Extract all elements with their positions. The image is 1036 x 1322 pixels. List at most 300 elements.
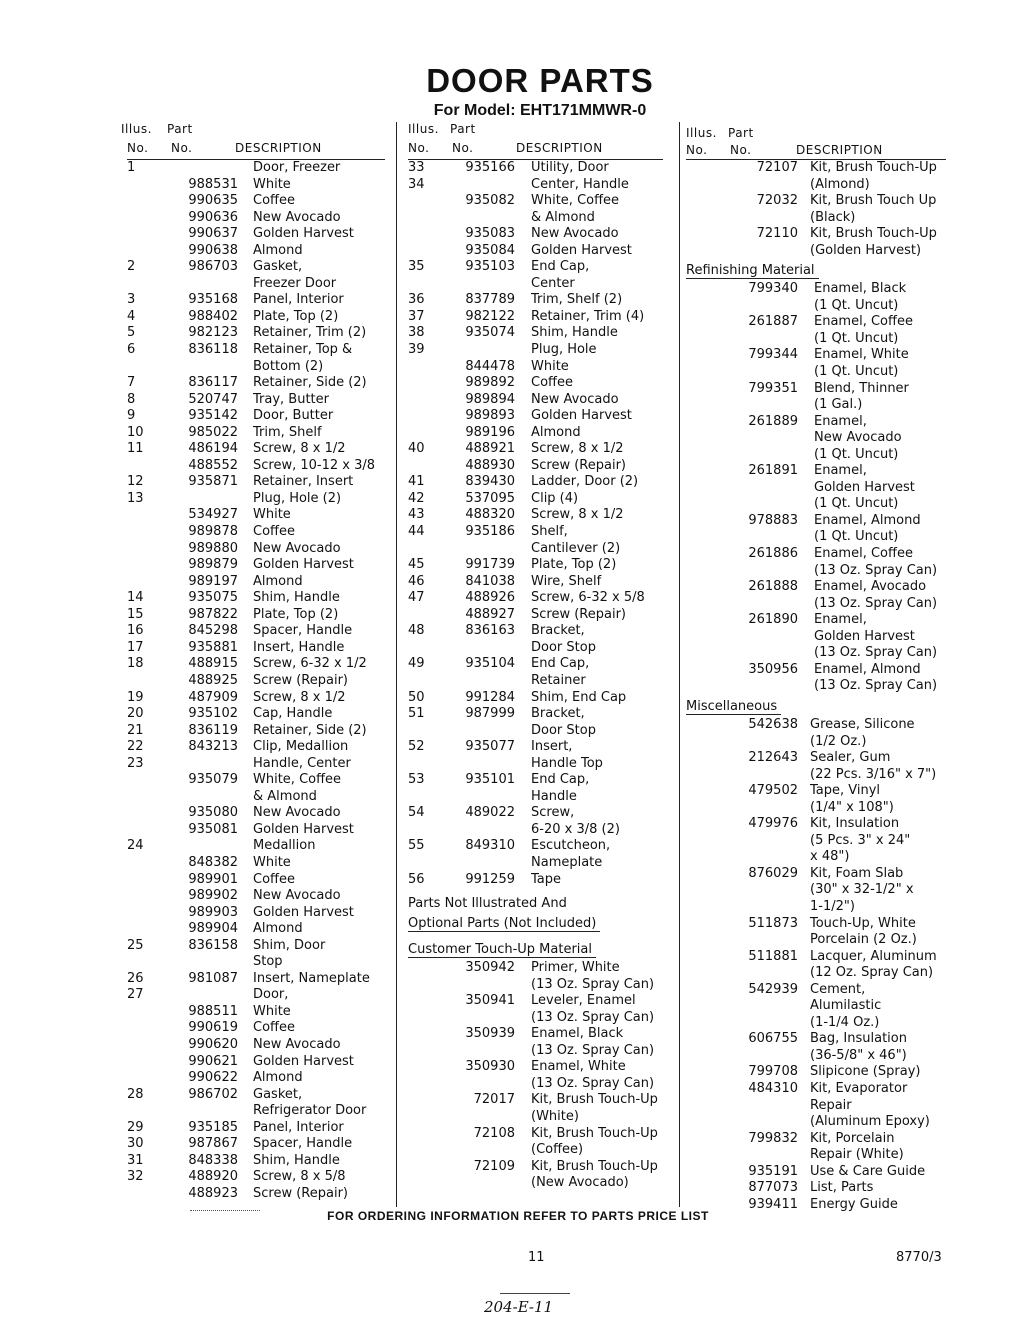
- part-header: Part: [167, 122, 193, 136]
- part-description: Ladder, Door (2): [531, 474, 639, 490]
- table-row: [127, 507, 385, 524]
- table-row: [686, 529, 946, 546]
- part-number: 212643: [748, 750, 798, 766]
- part-description: Golden Harvest: [814, 479, 915, 495]
- table-row: [127, 557, 385, 574]
- table-row: [408, 359, 663, 376]
- table-row: [127, 706, 385, 723]
- part-description: New Avocado: [814, 430, 902, 446]
- table-row: [686, 866, 946, 883]
- part-number: 520747: [188, 391, 238, 407]
- part-number: 261886: [748, 546, 798, 562]
- part-number: 989879: [188, 557, 238, 573]
- table-row: [686, 899, 946, 916]
- table-row: [127, 590, 385, 607]
- table-row: [408, 408, 663, 425]
- part-description: Door, Butter: [253, 408, 334, 424]
- part-number: 72108: [473, 1125, 515, 1141]
- part-number: 350942: [465, 960, 515, 976]
- part-description: Shim, Door: [253, 937, 326, 953]
- table-row: [127, 1186, 385, 1203]
- description-header: DESCRIPTION: [516, 141, 603, 155]
- model-subtitle: For Model: EHT171MMWR-0: [433, 102, 647, 119]
- illus-number: 29: [127, 1119, 144, 1135]
- illus-number: 41: [408, 474, 425, 490]
- part-description: (13 Oz. Spray Can): [814, 562, 938, 578]
- part-description: Alumilastic: [810, 998, 882, 1014]
- table-row: [686, 1031, 946, 1048]
- part-description: White: [253, 854, 291, 870]
- illus-number: 3: [127, 292, 136, 308]
- part-description: Enamel,: [814, 413, 867, 429]
- illus-number: 18: [127, 656, 144, 672]
- part-description: (1 Gal.): [814, 397, 863, 413]
- table-row: [408, 342, 663, 359]
- illus-number: 38: [408, 325, 425, 341]
- table-row: [408, 160, 663, 177]
- part-description: Coffee: [253, 1020, 295, 1036]
- illus-number: 49: [408, 656, 425, 672]
- part-description: & Almond: [253, 788, 317, 804]
- table-row: [686, 177, 946, 194]
- table-row: [127, 177, 385, 194]
- illus-number: 37: [408, 308, 425, 324]
- part-description: (1 Qt. Uncut): [814, 297, 899, 313]
- part-number: 72032: [756, 193, 798, 209]
- part-description: Screw (Repair): [253, 1185, 348, 1201]
- table-row: [686, 193, 946, 210]
- table-row: [127, 921, 385, 938]
- illus-number: 53: [408, 772, 425, 788]
- part-number: 350956: [748, 661, 798, 677]
- table-row: [127, 408, 385, 425]
- part-description: Insert, Nameplate: [253, 970, 370, 986]
- part-description: New Avocado: [531, 391, 619, 407]
- table-row: [127, 541, 385, 558]
- table-row: [686, 160, 946, 177]
- part-number: 988531: [188, 176, 238, 192]
- table-row: [408, 524, 663, 541]
- part-description: Enamel, White: [531, 1059, 626, 1075]
- illus-no-header: No.: [408, 141, 430, 155]
- part-number: 989901: [188, 871, 238, 887]
- table-row: [127, 1169, 385, 1186]
- table-row: [686, 1048, 946, 1065]
- part-description: End Cap,: [531, 656, 590, 672]
- part-description: (1 Qt. Uncut): [814, 330, 899, 346]
- handwritten-rule: [500, 1293, 570, 1294]
- part-number: 935142: [188, 408, 238, 424]
- table-row: [408, 574, 663, 591]
- part-description: Kit, Brush Touch-Up: [531, 1158, 658, 1174]
- part-number: 939411: [748, 1196, 798, 1212]
- part-description: Sealer, Gum: [810, 750, 891, 766]
- table-row: [408, 872, 663, 889]
- part-number: 935079: [188, 772, 238, 788]
- table-row: [686, 347, 946, 364]
- part-number: 989902: [188, 888, 238, 904]
- table-row: [127, 938, 385, 955]
- illus-number: 14: [127, 590, 144, 606]
- illus-number: 2: [127, 259, 136, 275]
- part-description: Kit, Brush Touch-Up: [810, 226, 937, 242]
- table-row: [408, 441, 663, 458]
- illus-number: 42: [408, 490, 425, 506]
- column-header: [686, 122, 946, 160]
- table-row: [686, 998, 946, 1015]
- table-row: [686, 916, 946, 933]
- parts-column-2: [408, 122, 663, 1192]
- part-description: Bracket,: [531, 623, 585, 639]
- table-row: [686, 882, 946, 899]
- table-row: [127, 491, 385, 508]
- table-row: [127, 1004, 385, 1021]
- table-row: [127, 1153, 385, 1170]
- column-divider: [679, 122, 680, 1207]
- illus-number: 5: [127, 325, 136, 341]
- part-description: Gasket,: [253, 1086, 303, 1102]
- part-number: 350930: [465, 1059, 515, 1075]
- part-number: 985022: [188, 424, 238, 440]
- part-number: 261890: [748, 612, 798, 628]
- table-row: [127, 160, 385, 177]
- part-description: Plate, Top (2): [253, 606, 339, 622]
- part-number: 843213: [188, 739, 238, 755]
- part-number: 836117: [188, 375, 238, 391]
- table-row: [408, 425, 663, 442]
- illus-number: 51: [408, 706, 425, 722]
- illus-number: 19: [127, 689, 144, 705]
- table-row: [686, 932, 946, 949]
- part-description: Golden Harvest: [531, 408, 632, 424]
- table-row: [127, 656, 385, 673]
- table-row: [408, 309, 663, 326]
- part-description: Handle: [531, 788, 577, 804]
- table-row: [686, 480, 946, 497]
- illus-no-header: No.: [127, 141, 149, 155]
- parts-list: [686, 160, 946, 259]
- table-row: [686, 645, 946, 662]
- table-row: [408, 640, 663, 657]
- part-description: Enamel, Black: [531, 1026, 624, 1042]
- table-row: [127, 905, 385, 922]
- part-description: Coffee: [531, 375, 573, 391]
- part-description: White: [253, 507, 291, 523]
- part-no-header: No.: [171, 141, 193, 155]
- part-description: Cement,: [810, 981, 866, 997]
- part-description: Retainer, Trim (4): [531, 308, 645, 324]
- table-row: [127, 723, 385, 740]
- table-row: [127, 1120, 385, 1137]
- part-description: (1/4" x 108"): [810, 799, 894, 815]
- illus-number: 12: [127, 474, 144, 490]
- part-description: Handle, Center: [253, 755, 351, 771]
- part-description: Screw, 6-32 x 1/2: [253, 656, 367, 672]
- part-description: End Cap,: [531, 772, 590, 788]
- table-row: [127, 772, 385, 789]
- part-description: Plate, Top (2): [531, 557, 617, 573]
- table-row: [686, 717, 946, 734]
- table-row: [686, 1081, 946, 1098]
- part-number: 986702: [188, 1086, 238, 1102]
- illus-number: 21: [127, 722, 144, 738]
- illus-header: Illus.: [686, 126, 717, 140]
- illus-number: 27: [127, 987, 144, 1003]
- illus-number: 34: [408, 176, 425, 192]
- part-number: 534927: [188, 507, 238, 523]
- table-row: [127, 789, 385, 806]
- table-row: [408, 276, 663, 293]
- part-description: (1 Qt. Uncut): [814, 529, 899, 545]
- illus-number: 17: [127, 639, 144, 655]
- part-description: (New Avocado): [531, 1175, 629, 1191]
- table-row: [127, 1037, 385, 1054]
- table-row: [408, 177, 663, 194]
- table-row: [408, 392, 663, 409]
- part-description: Utility, Door: [531, 160, 609, 175]
- part-description: Coffee: [253, 871, 295, 887]
- part-number: 987867: [188, 1136, 238, 1152]
- table-row: [127, 1070, 385, 1087]
- table-row: [127, 226, 385, 243]
- table-row: [408, 1126, 663, 1143]
- table-row: [127, 1020, 385, 1037]
- part-description: Enamel,: [814, 612, 867, 628]
- part-description: White: [253, 1003, 291, 1019]
- table-row: [127, 673, 385, 690]
- part-description: End Cap,: [531, 259, 590, 275]
- part-description: Enamel, Coffee: [814, 546, 913, 562]
- part-number: 841038: [465, 573, 515, 589]
- part-description: Door Stop: [531, 639, 596, 655]
- part-description: White: [253, 176, 291, 192]
- table-row: [408, 789, 663, 806]
- table-row: [686, 849, 946, 866]
- part-description: (1 Qt. Uncut): [814, 364, 899, 380]
- table-row: [686, 298, 946, 315]
- table-row: [408, 805, 663, 822]
- table-row: [686, 816, 946, 833]
- part-description: (Almond): [810, 176, 870, 192]
- table-row: [408, 772, 663, 789]
- part-number: 487909: [188, 689, 238, 705]
- part-number: 989196: [465, 424, 515, 440]
- part-number: 799351: [748, 380, 798, 396]
- part-description: Screw (Repair): [531, 606, 626, 622]
- part-number: 935168: [188, 292, 238, 308]
- part-number: 261891: [748, 463, 798, 479]
- part-description: Trim, Shelf: [253, 424, 322, 440]
- illus-number: 13: [127, 490, 144, 506]
- part-number: 935104: [465, 656, 515, 672]
- table-row: [408, 977, 663, 994]
- table-row: [686, 546, 946, 563]
- part-description: Grease, Silicone: [810, 716, 915, 732]
- part-description: Cap, Handle: [253, 706, 333, 722]
- table-row: [127, 690, 385, 707]
- part-number: 837789: [465, 292, 515, 308]
- part-number: 991739: [465, 557, 515, 573]
- part-number: 799708: [748, 1064, 798, 1080]
- illus-number: 39: [408, 342, 425, 358]
- table-row: [127, 623, 385, 640]
- part-description: Enamel, Almond: [814, 661, 921, 677]
- table-row: [686, 563, 946, 580]
- table-row: [686, 496, 946, 513]
- part-description: & Almond: [531, 209, 595, 225]
- illus-no-header: No.: [686, 143, 708, 157]
- table-row: [408, 607, 663, 624]
- part-description: Trim, Shelf (2): [531, 292, 623, 308]
- table-row: [686, 734, 946, 751]
- table-row: [127, 574, 385, 591]
- part-number: 989903: [188, 904, 238, 920]
- table-row: [686, 1131, 946, 1148]
- part-number: 350939: [465, 1026, 515, 1042]
- table-row: [686, 612, 946, 629]
- part-description: New Avocado: [253, 805, 341, 821]
- table-row: [408, 491, 663, 508]
- part-description: Insert,: [531, 739, 573, 755]
- table-row: [686, 397, 946, 414]
- part-description: Retainer, Trim (2): [253, 325, 367, 341]
- table-row: [686, 364, 946, 381]
- description-header: DESCRIPTION: [235, 141, 322, 155]
- table-row: [127, 259, 385, 276]
- illus-number: 15: [127, 606, 144, 622]
- part-number: 72110: [756, 226, 798, 242]
- illus-number: 44: [408, 524, 425, 540]
- part-number: 990636: [188, 209, 238, 225]
- table-row: [408, 557, 663, 574]
- part-description: Golden Harvest: [253, 557, 354, 573]
- part-description: Shelf,: [531, 524, 568, 540]
- table-row: [686, 1015, 946, 1032]
- part-description: Kit, Porcelain: [810, 1130, 895, 1146]
- handwritten-note: 204-E-11: [484, 1298, 554, 1316]
- part-description: (1-1/4 Oz.): [810, 1014, 880, 1030]
- part-number: 350941: [465, 993, 515, 1009]
- table-row: [408, 1026, 663, 1043]
- part-description: Kit, Evaporator: [810, 1080, 908, 1096]
- part-number: 988402: [188, 308, 238, 324]
- parts-list: [127, 160, 385, 1202]
- parts-list: [408, 160, 663, 888]
- part-description: Medallion: [253, 838, 316, 854]
- table-row: [686, 381, 946, 398]
- part-number: 982122: [465, 308, 515, 324]
- table-row: [127, 276, 385, 293]
- illus-number: 55: [408, 838, 425, 854]
- table-row: [127, 392, 385, 409]
- part-number: 935186: [465, 524, 515, 540]
- part-description: Screw, 6-32 x 5/8: [531, 590, 645, 606]
- part-number: 981087: [188, 970, 238, 986]
- part-description: Golden Harvest: [253, 226, 354, 242]
- part-description: (1 Qt. Uncut): [814, 446, 899, 462]
- part-description: Center: [531, 275, 575, 291]
- part-number: 982123: [188, 325, 238, 341]
- page-title: DOOR PARTS: [426, 62, 654, 99]
- table-row: [127, 210, 385, 227]
- part-description: (13 Oz. Spray Can): [814, 678, 938, 694]
- table-row: [686, 414, 946, 431]
- part-description: Bag, Insulation: [810, 1031, 907, 1047]
- illus-number: 31: [127, 1152, 144, 1168]
- part-description: Insert, Handle: [253, 639, 345, 655]
- table-row: [408, 541, 663, 558]
- document-number: 8770/3: [896, 1250, 942, 1265]
- part-number: 935081: [188, 821, 238, 837]
- part-description: Coffee: [253, 524, 295, 540]
- part-number: 935080: [188, 805, 238, 821]
- refinishing-list: [686, 281, 946, 695]
- table-row: [686, 596, 946, 613]
- part-description: Leveler, Enamel: [531, 993, 636, 1009]
- part-number: 935881: [188, 639, 238, 655]
- page-number: 11: [528, 1250, 545, 1265]
- part-description: (Black): [810, 209, 856, 225]
- table-row: [686, 226, 946, 243]
- part-number: 935077: [465, 739, 515, 755]
- part-description: New Avocado: [253, 209, 341, 225]
- part-number: 488915: [188, 656, 238, 672]
- part-description: Almond: [253, 1070, 303, 1086]
- part-description: Clip, Medallion: [253, 739, 349, 755]
- table-row: [686, 629, 946, 646]
- table-row: [686, 1180, 946, 1197]
- part-description: Screw, 8 x 1/2: [253, 441, 346, 457]
- table-row: [408, 838, 663, 855]
- part-description: Handle Top: [531, 755, 603, 771]
- part-number: 989893: [465, 408, 515, 424]
- part-description: Enamel, Coffee: [814, 314, 913, 330]
- table-row: [127, 359, 385, 376]
- part-number: 987999: [465, 706, 515, 722]
- table-row: [686, 949, 946, 966]
- part-number: 990620: [188, 1036, 238, 1052]
- part-description: Enamel, White: [814, 347, 909, 363]
- part-header: Part: [450, 122, 476, 136]
- part-description: Tape, Vinyl: [810, 783, 881, 799]
- part-description: Kit, Brush Touch Up: [810, 193, 937, 209]
- table-row: [686, 833, 946, 850]
- table-row: [408, 656, 663, 673]
- part-description: (13 Oz. Spray Can): [531, 1009, 655, 1025]
- table-row: [127, 193, 385, 210]
- part-description: (Golden Harvest): [810, 242, 922, 258]
- part-number: 542939: [748, 981, 798, 997]
- table-row: [127, 524, 385, 541]
- illus-number: 35: [408, 259, 425, 275]
- table-row: [408, 375, 663, 392]
- table-row: [408, 193, 663, 210]
- part-number: 990621: [188, 1053, 238, 1069]
- table-row: [127, 954, 385, 971]
- illus-number: 25: [127, 937, 144, 953]
- part-description: Shim, Handle: [531, 325, 618, 341]
- column-divider: [396, 122, 397, 1207]
- part-description: (White): [531, 1108, 579, 1124]
- part-number: 488927: [465, 606, 515, 622]
- illus-number: 47: [408, 590, 425, 606]
- illus-number: 11: [127, 441, 144, 457]
- part-description: Retainer, Side (2): [253, 722, 367, 738]
- table-row: [408, 706, 663, 723]
- column-header: [121, 122, 385, 160]
- part-number: 990622: [188, 1070, 238, 1086]
- part-description: (30" x 32-1/2" x: [810, 882, 914, 898]
